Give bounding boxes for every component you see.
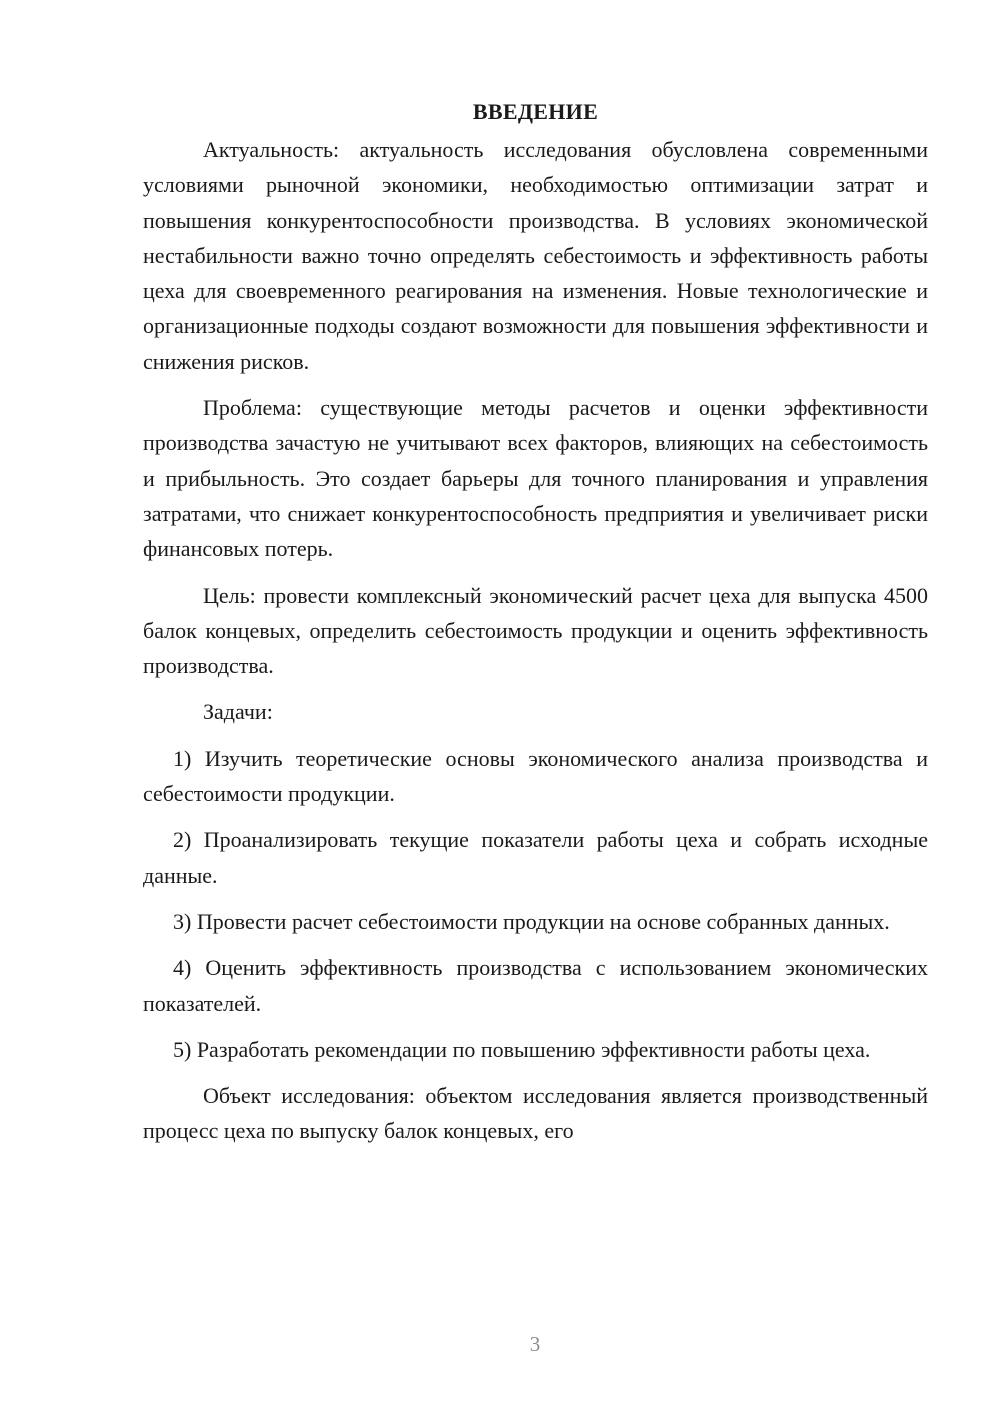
document-body — [143, 94, 928, 1160]
object-paragraph: Объект исследования: объектом исследования является производственный процесс цеха по выпуску балок концевых, его — [143, 1083, 928, 1144]
page-number: 3 — [529, 1332, 541, 1356]
list-item: 1) Изучить теоретические основы экономического анализа производства и себестоимости продукции. — [143, 745, 928, 807]
list-item: 2) Проанализировать текущие показатели работы цеха и собрать исходные данные. — [143, 827, 928, 888]
page-title: ВВЕДЕНИЕ — [472, 99, 599, 124]
relevance-paragraph: Актуальность: актуальность исследования обусловлена современными условиями рыночной экономики, необходимостью оптимизации затрат и повышения конкурентоспособности производства. В условиях экономической нестабильности важно точно определять себестоимость и эффективность работы цеха для своевременного реагирования на изменения. Новые технологические и организационные подходы создают возможности для повышения эффективности и снижения рисков. — [143, 137, 928, 374]
tasks-list — [143, 741, 928, 1067]
tasks-heading: Задачи: — [203, 699, 273, 725]
list-item: 5) Разработать рекомендации по повышению эффективности работы цеха. — [173, 1036, 871, 1062]
goal-paragraph: Цель: провести комплексный экономический расчет цеха для выпуска 4500 балок концевых, определить себестоимость продукции и оценить эффективность производства. — [143, 582, 928, 679]
list-item: 4) Оценить эффективность производства с использованием экономических показателей. — [143, 955, 928, 1016]
list-item: 3) Провести расчет себестоимости продукции на основе собранных данных. — [173, 908, 890, 934]
problem-paragraph: Проблема: существующие методы расчетов и оценки эффективности производства зачастую не учитывают всех факторов, влияющих на себестоимость и прибыльность. Это создает барьеры для точного планирования и управления затратами, что снижает конкурентоспособность предприятия и увеличивает риски финансовых потерь. — [143, 395, 928, 562]
